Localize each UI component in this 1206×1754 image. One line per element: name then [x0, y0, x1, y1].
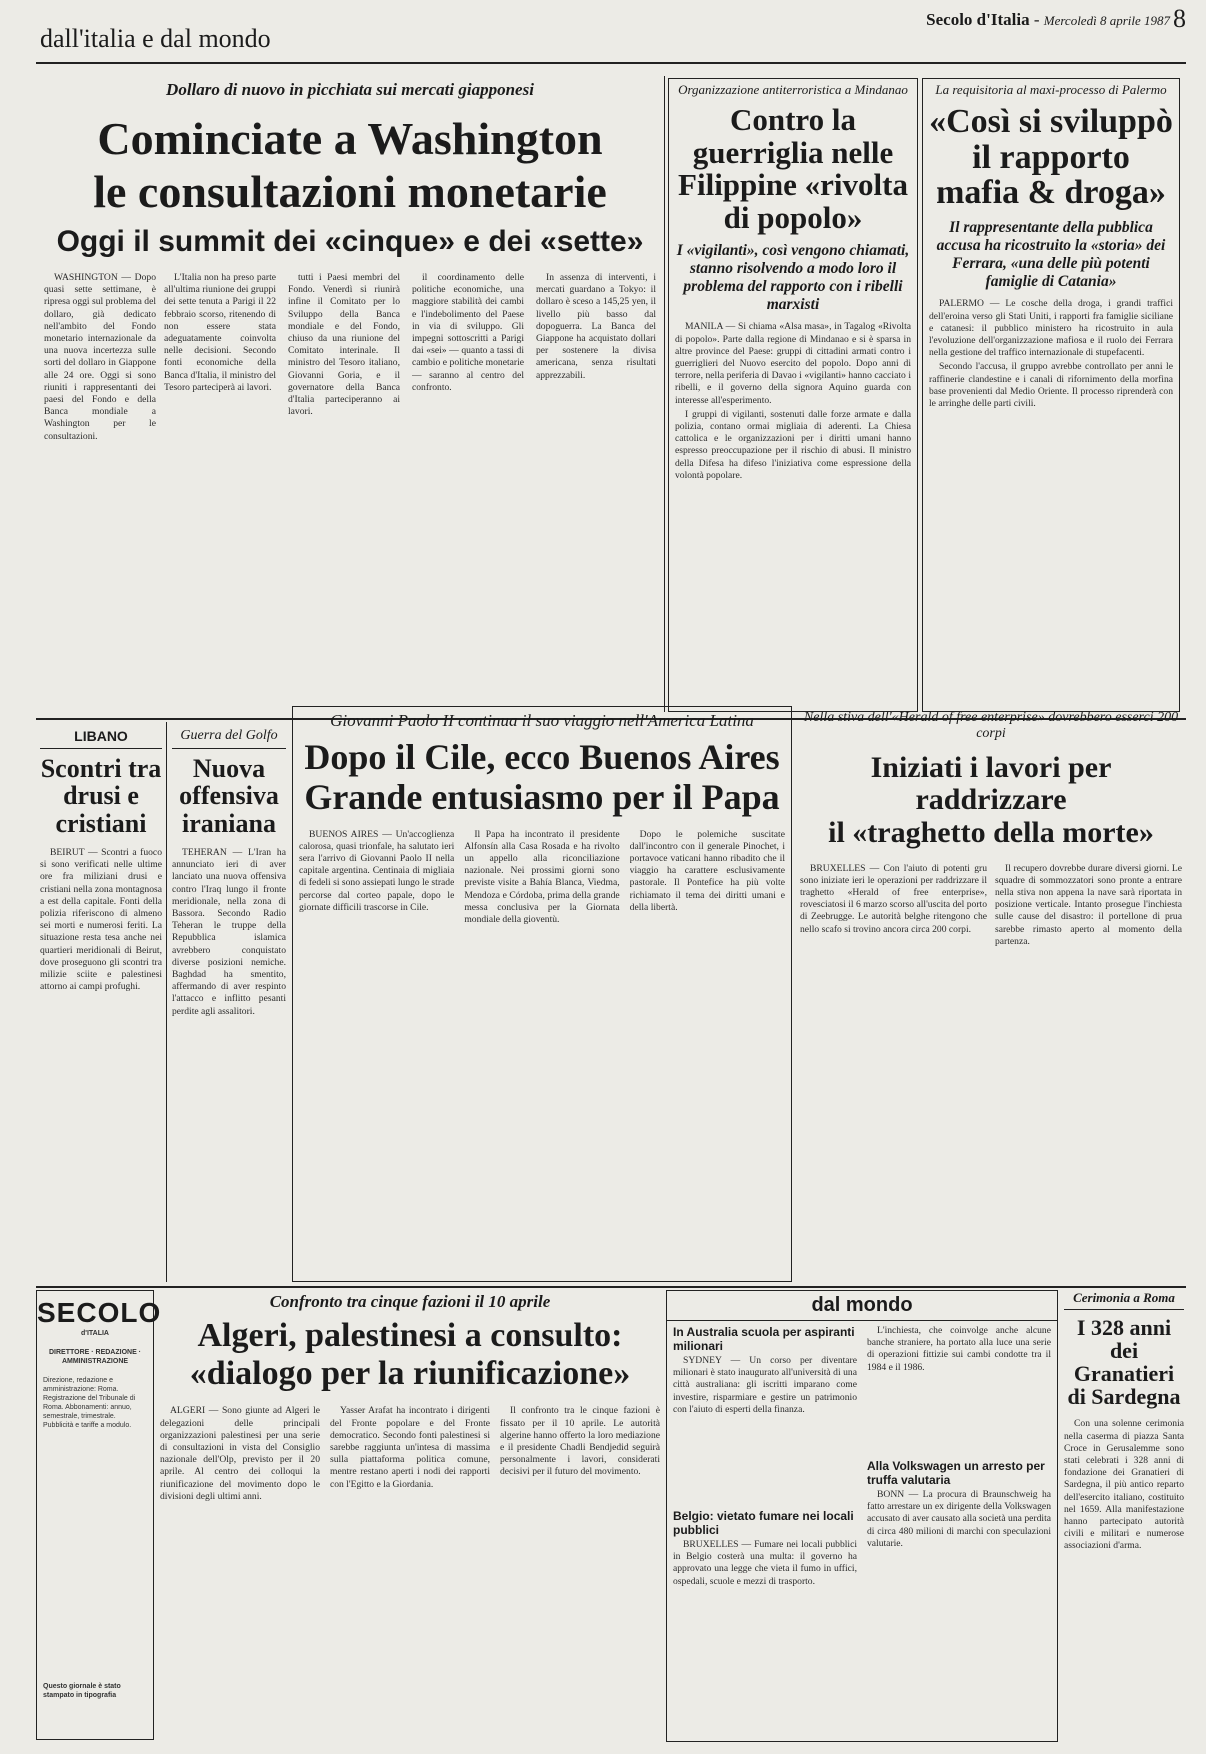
secolo-print-note: Questo giornale è stato stampato in tipografia	[43, 1683, 121, 1699]
paper-name: Secolo d'Italia	[926, 10, 1030, 29]
lead-column-5: In assenza di interventi, i mercati guardano a Tokyo: il dollaro è sceso a 145,25 yen, il livello più basso dal dopoguerra. La Banca del Giappone ha acquistato dollari per sostenere la divisa americana, senza risultati apprezzabili.	[536, 272, 656, 381]
golfo-body: TEHERAN — L'Iran ha annunciato ieri di aver lanciato una nuova offensiva contro l'Iraq lungo il fronte meridionale, nella zona di Bassora. Secondo Radio Teheran le truppe della Repubblica islamica avrebbero conquistato diverse posizioni nemiche. Baghdad ha smentito, affermando di aver respinto l'attacco e inflitto pesanti perdite agli assalitori.	[172, 846, 286, 1017]
papa-kicker: Giovanni Paolo II continua il suo viaggio nell'America Latina	[330, 711, 754, 730]
granatieri-kicker: Cerimonia a Roma	[1064, 1290, 1184, 1310]
papa-headline-2: Grande entusiasmo per il Papa	[304, 776, 780, 817]
brief-body-belgio: BRUXELLES — Fumare nei locali pubblici in Belgio costerà una multa: il governo ha approvato una legge che vieta il fumo in uffici, ospedali, scuole e mezzi di trasporto.	[673, 1539, 857, 1587]
philippines-body: MANILA — Si chiama «Alsa masa», in Tagalog «Rivolta di popolo». Parte dalla regione di Mindanao e si è sparsa in altre province del Paese: gruppi di cittadini armati contro i guerriglieri del Nuovo esercito del popolo. Dopo anni di terrore, nella periferia di Davao i «vigilanti» hanno cacciato i ribelli, e il governo della signora Aquino guarda con interesse all'esperimento. I gruppi di vigilanti, sostenuti dalle forze armate e dalla polizia, contano ormai migliaia di aderenti. La Chiesa cattolica e le organizzazioni per i diritti umani hanno espresso preoccupazione per il rischio di abusi. Il ministro della Difesa ha difeso l'iniziativa come espressione della volontà popolare.	[675, 321, 911, 481]
brief-title-australia: In Australia scuola per aspiranti milionari	[673, 1325, 855, 1353]
papa-column-1: BUENOS AIRES — Un'accoglienza calorosa, quasi trionfale, ha salutato ieri sera l'arrivo di Giovanni Paolo II nella capitale argentina. Centinaia di migliaia di fedeli si sono assiepati lungo le strade percorse dal corteo papale, dopo le giornate difficili trascorse in Cile.	[299, 828, 455, 913]
traghetto-headline-1: Iniziati i lavori per raddrizzare	[870, 751, 1112, 816]
algeri-kicker: Confronto tra cinque fazioni il 10 aprile	[269, 1292, 551, 1311]
secolo-imprint-box	[36, 1290, 162, 1740]
golfo-article	[172, 722, 286, 1282]
mafia-headline: «Così si sviluppò il rapporto mafia & droga»	[929, 103, 1173, 212]
mafia-body: PALERMO — Le cosche della droga, i grandi traffici dell'eroina verso gli Stati Uniti, i rapporti fra famiglie siciliane e catanesi: il pubblico ministero ha ricostruito in aula l'evoluzione dell'organizzazione mafiosa e il ruolo dei Ferrara nella gestione del traffico internazionale di stupefacenti. Secondo l'accusa, il gruppo avrebbe controllato per anni le raffinerie clandestine e i canali di rifornimento della morfina base provenienti dal Medio Oriente. Il processo riprenderà con le arringhe delle parti civili.	[929, 298, 1173, 409]
mafia-box	[922, 78, 1180, 712]
algeri-headline-2: «dialogo per la riunificazione»	[189, 1354, 631, 1392]
brief-title-volkswagen: Alla Volkswagen un arresto per truffa valutaria	[867, 1459, 1045, 1487]
papa-column-2: Il Papa ha incontrato il presidente Alfonsín alla Casa Rosada e ha rivolto un appello alla riconciliazione nazionale. Nei prossimi giorni sono previste visite a Bahía Blanca, Viedma, Mendoza e Córdoba, prima della grande messa conclusiva per la Giornata mondiale della gioventù.	[464, 828, 620, 926]
libano-headline: Scontri tra drusi e cristiani	[40, 754, 162, 838]
libano-kicker: LIBANO	[40, 722, 162, 749]
brief-body-australia: SYDNEY — Un corso per diventare milionari è stato inaugurato all'università di una città australiana: gli iscritti imparano come investire, risparmiare e gestire un patrimonio con l'aiuto di esperti della finanza.	[673, 1355, 857, 1415]
granatieri-body: Con una solenne cerimonia nella caserma di piazza Santa Croce in Gerusalemme sono stati celebrati i 328 anni di fondazione dei Granatieri di Sardegna, il più antico reparto dell'esercito italiano, costituito nel 1659. Alla manifestazione hanno partecipato autorità civili e militari e numerose associazioni d'arma.	[1064, 1418, 1184, 1552]
philippines-deck: I «vigilanti», così vengono chiamati, stanno risolvendo a modo loro il problema del rapporto con i ribelli marxisti	[676, 242, 910, 313]
page-number: 8	[1173, 4, 1186, 33]
lead-headline-2: le consultazioni monetarie	[93, 166, 607, 217]
brief-body-volkswagen: BONN — La procura di Braunschweig ha fatto arrestare un ex dirigente della Volkswagen accusato di aver causato alla società una perdita di circa 480 milioni di marchi con speculazioni valutarie.	[867, 1489, 1051, 1549]
traghetto-column-2: Il recupero dovrebbe durare diversi giorni. Le squadre di sommozzatori sono pronte a entrare nella stiva non appena la nave sarà riportata in posizione verticale. Intanto prosegue l'inchiesta sulle cause del disastro: il portellone di prua sarebbe rimasto aperto al momento della partenza.	[995, 862, 1182, 947]
secolo-logo-sub: d'ITALIA	[81, 1330, 109, 1337]
golfo-headline: Nuova offensiva iraniana	[179, 754, 279, 838]
papa-headline-1: Dopo il Cile, ecco Buenos Aires	[304, 737, 780, 777]
algeri-column-1: ALGERI — Sono giunte ad Algeri le delegazioni delle principali organizzazioni palestinesi per una serie di consultazioni in vista del Consiglio nazionale dell'Olp, previsto per il 20 aprile. Al centro dei colloqui la riunificazione del movimento dopo le divisioni degli ultimi anni.	[160, 1405, 320, 1502]
dal-mondo-box	[666, 1290, 1058, 1742]
algeri-headline-1: Algeri, palestinesi a consulto:	[197, 1317, 623, 1354]
dal-mondo-column-2	[867, 1321, 1051, 1689]
traghetto-headline-2: il «traghetto della morte»	[828, 816, 1154, 849]
column-rule	[166, 722, 167, 1282]
issue-date: Mercoledì 8 aprile 1987	[1043, 13, 1170, 28]
mafia-kicker: La requisitoria al maxi-processo di Palermo	[935, 82, 1167, 97]
lead-column-3: tutti i Paesi membri del Fondo. Venerdì si riunirà infine il Comitato per lo Sviluppo della Banca mondiale e del Fondo, chiuso da una riunione del Comitato interinale. Il ministro del Tesoro italiano, Giovanni Goria, e il governatore della Banca d'Italia parteciperanno ai lavori.	[288, 272, 400, 418]
lead-headline-1: Cominciate a Washington	[97, 113, 603, 164]
papa-box	[292, 706, 792, 1282]
lead-column-2: L'Italia non ha preso parte all'ultima riunione dei gruppi dei sette tenuta a Parigi il 22 febbraio scorso, ritenendo di non essere stata adeguatamente coinvolta nelle decisioni. Secondo fonti economiche della Banca d'Italia, il ministro del Tesoro parteciperà ai lavori.	[164, 272, 276, 393]
lead-subhead: Oggi il summit dei «cinque» e dei «sette»	[56, 225, 644, 258]
mafia-deck: Il rappresentante della pubblica accusa ha ricostruito la «storia» dei Ferrara, «una delle più potenti famiglie di Catania»	[936, 219, 1166, 290]
section-rule	[36, 1286, 1186, 1288]
granatieri-headline: I 328 anni dei Granatieri di Sardegna	[1067, 1315, 1181, 1410]
lead-column-4: il coordinamento delle politiche economiche, una maggiore stabilità dei cambi e l'indebolimento del Paese in via di sviluppo. Gli impegni sottoscritti a Parigi dai «sei» — quanto a tassi di cambio e politiche monetarie — saranno al centro del confronto.	[412, 272, 524, 393]
secolo-imprint: Direzione, redazione e amministrazione: Roma. Registrazione del Tribunale di Roma. Abbonamenti: annuo, semestrale, trimestrale. Pubblicità e tariffe a modulo.	[43, 1377, 136, 1429]
philippines-headline: Contro la guerriglia nelle Filippine «rivolta di popolo»	[678, 102, 908, 235]
algeri-column-3: Il confronto tra le cinque fazioni è fissato per il 10 aprile. Le autorità algerine hanno offerto la loro mediazione e il presidente Chadli Bendjedid seguirà personalmente i lavori, considerati decisivi per il futuro del movimento.	[500, 1405, 660, 1478]
granatieri-article	[1064, 1290, 1184, 1742]
algeri-article	[160, 1290, 660, 1742]
secolo-logo: SECOLO	[37, 1297, 162, 1328]
philippines-kicker: Organizzazione antiterroristica a Mindanao	[678, 82, 908, 97]
brief-body-continued: L'inchiesta, che coinvolge anche alcune banche straniere, ha portato alla luce una serie di operazioni fittizie sui cambi condotte tra il 1984 e il 1986.	[867, 1325, 1051, 1373]
philippines-box	[668, 78, 918, 712]
dal-mondo-column-1	[673, 1321, 857, 1689]
traghetto-column-1: BRUXELLES — Con l'aiuto di potenti gru sono iniziate ieri le operazioni per raddrizzare il traghetto «Herald of free enterprise», rovesciatosi il 6 marzo scorso all'uscita del porto di Zeebrugge. Le autorità belghe ritengono che nello scafo si trovino ancora circa 200 corpi.	[800, 862, 987, 935]
secolo-staff: DIRETTORE · REDAZIONE · AMMINISTRAZIONE	[48, 1349, 142, 1365]
dal-mondo-title: dal mondo	[667, 1291, 1057, 1321]
masthead-info: Secolo d'Italia - Mercoledì 8 aprile 1987	[926, 10, 1170, 29]
section-title: dall'italia e dal mondo	[40, 24, 271, 53]
brief-title-belgio: Belgio: vietato fumare nei locali pubblici	[673, 1509, 854, 1537]
lead-column-1: WASHINGTON — Dopo quasi sette settimane, è ripresa oggi sul problema del dollaro, già dedicato nell'ambito del Fondo monetario internazionale da una nuova incertezza sulle sorti del dollaro in Giappone alle 24 ore. Oggi si sono riuniti i rappresentanti dei paesi del Fondo e della Banca mondiale a Washington per le consultazioni.	[44, 272, 156, 442]
column-rule	[664, 76, 665, 712]
papa-column-3: Dopo le polemiche suscitate dall'incontro con il generale Pinochet, i portavoce vaticani hanno ribadito che il viaggio ha carattere esclusivamente pastorale. Il Pontefice ha più volte richiamato il tema dei diritti umani e della libertà.	[629, 828, 785, 913]
libano-article	[40, 722, 162, 1282]
traghetto-kicker: Nella stiva dell'«Herald of free enterprise» dovrebbero esserci 200 corpi	[803, 710, 1179, 741]
traghetto-article	[800, 706, 1182, 1282]
masthead-rule	[36, 62, 1186, 64]
libano-body: BEIRUT — Scontri a fuoco si sono verificati nelle ultime ore fra miliziani drusi e cristiani nella zona montagnosa a est della capitale. Fonti della polizia riferiscono di almeno sei morti e numerosi feriti. La situazione resta tesa anche nei quartieri meridionali di Beirut, dove proseguono gli scontri tra milizie sciite e palestinesi attorno ai campi profughi.	[40, 846, 162, 993]
algeri-column-2: Yasser Arafat ha incontrato i dirigenti del Fronte popolare e del Fronte democratico. Secondo fonti palestinesi si sarebbe raggiunta un'intesa di massima sulla piattaforma politica comune, mentre restano aperti i nodi dei rapporti con l'Egitto e la Giordania.	[330, 1405, 490, 1490]
golfo-kicker: Guerra del Golfo	[172, 722, 286, 749]
lead-kicker: Dollaro di nuovo in picchiata sui mercati giapponesi	[166, 80, 534, 99]
